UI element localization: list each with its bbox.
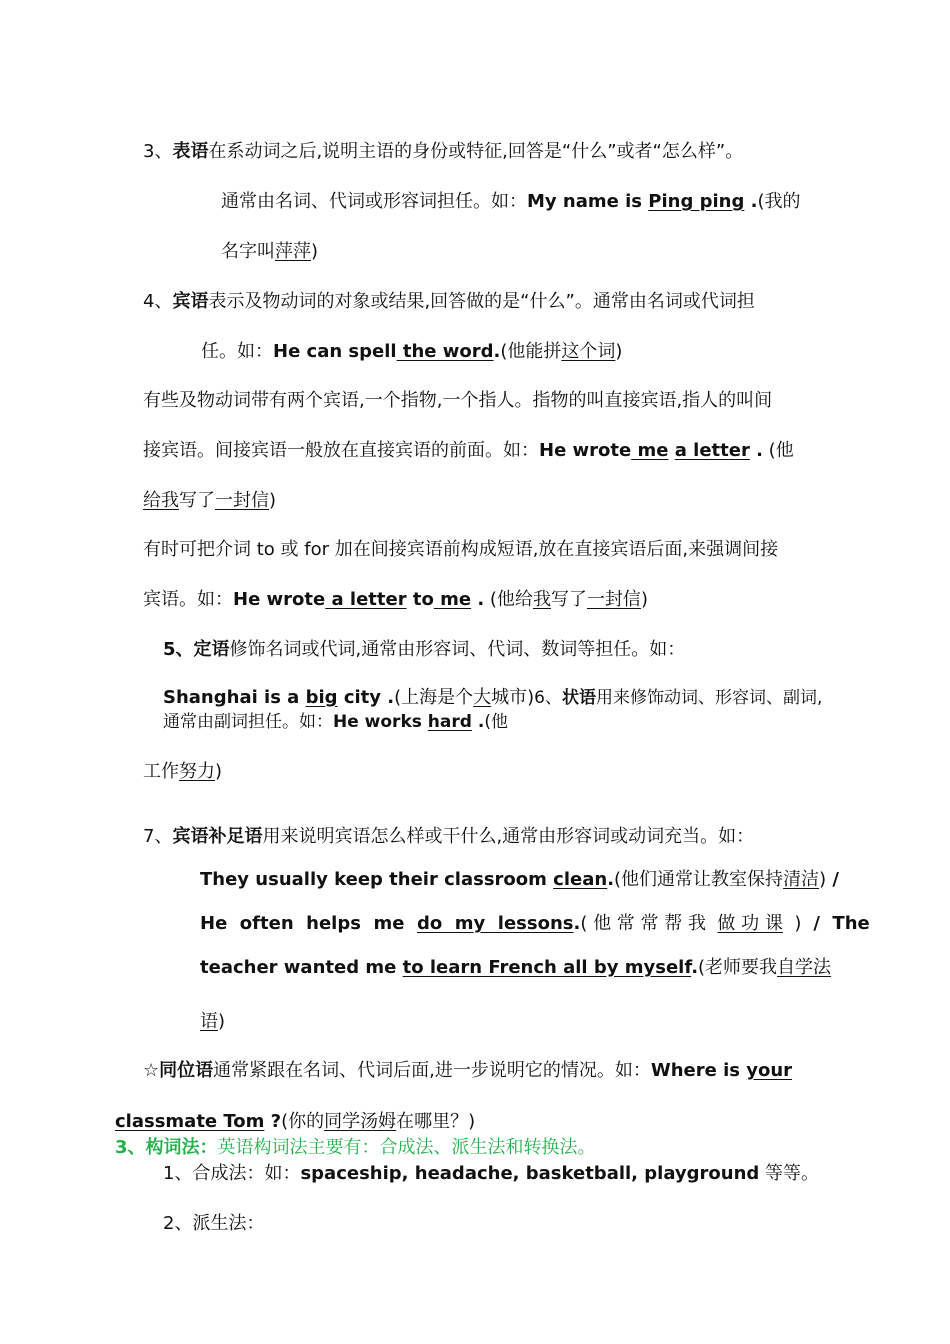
- appositive-line2: classmate Tom ?(你的同学汤姆在哪里？): [115, 1111, 476, 1132]
- p7-example3-cont: 语): [200, 1011, 226, 1032]
- p3-line3: 名字叫萍萍): [221, 241, 319, 262]
- p6-definition: 用来修饰动词、形容词、副词,: [596, 688, 823, 708]
- p7-definition: 用来说明宾语怎么样或干什么,通常由形容词或动词充当。如：: [262, 826, 755, 847]
- p5-line1: [163, 638, 685, 662]
- word-formation-item1: 1、合成法：如：spaceship, headache, basketball, playground 等等。: [163, 1163, 820, 1184]
- p4-number: 4、: [143, 291, 173, 312]
- p7-line1: [143, 825, 754, 849]
- word-formation-item2: 2、派生法：: [163, 1213, 265, 1234]
- p7-example2: He often helps me do my lessons.( 他 常 常 帮 我 做 功 课 ) / The: [200, 913, 870, 934]
- star-icon: ☆: [143, 1060, 160, 1081]
- p3-line1: [143, 140, 743, 164]
- appositive-term: 同位语: [159, 1060, 214, 1081]
- p7-term: 宾语补足语: [172, 826, 263, 847]
- indirect-line3: 给我写了一封信): [143, 490, 277, 511]
- indirect-line2: 接宾语。间接宾语一般放在直接宾语的前面。如：He wrote me a letter . (他: [143, 440, 794, 461]
- indirect-line5: 宾语。如：He wrote a letter to me . (他给我写了一封信): [143, 589, 648, 610]
- appositive-line1: ☆同位语通常紧跟在名词、代词后面,进一步说明它的情况。如：Where is your: [143, 1060, 793, 1081]
- p5-number: 5、: [163, 639, 194, 660]
- p5-term: 定语: [193, 639, 230, 660]
- p3-underlined-example: Ping ping: [648, 191, 745, 212]
- p5-definition: 修饰名词或代词,通常由形容词、代词、数词等担任。如：: [229, 639, 686, 660]
- p3-term: 表语: [172, 141, 209, 162]
- indirect-line1: 有些及物动词带有两个宾语,一个指物,一个指人。指物的叫直接宾语,指人的叫间: [143, 390, 773, 411]
- p4-line1: [143, 290, 755, 314]
- p6-line3: 工作努力): [143, 761, 223, 782]
- p3-number: 3、: [143, 141, 173, 162]
- indirect-line4: 有时可把介词 to 或 for 加在间接宾语前构成短语,放在直接宾语后面,来强调间接: [143, 539, 779, 560]
- p3-line2: 通常由名词、代词或形容词担任。如：My name is Ping ping .(我的: [221, 191, 801, 212]
- p3-definition: 在系动词之后,说明主语的身份或特征,回答是“什么”或者“怎么样”。: [208, 141, 744, 162]
- p7-example3: teacher wanted me to learn French all by myself.(老师要我自学法: [200, 957, 832, 978]
- p5-p6-line: Shanghai is a big city .(上海是个大城市)6、状语用来修饰动词、形容词、副词,: [163, 687, 823, 708]
- p6-number: 6、: [534, 688, 562, 708]
- p6-term: 状语: [562, 688, 596, 708]
- p7-number: 7、: [143, 826, 173, 847]
- p6-line2: 通常由副词担任。如：He works hard .(他: [163, 712, 508, 732]
- p4-definition: 表示及物动词的对象或结果,回答做的是“什么”。通常由名词或代词担: [208, 291, 755, 312]
- p4-line2: 任。如：He can spell the word.(他能拼这个词): [201, 341, 623, 362]
- appositive-definition: 通常紧跟在名词、代词后面,进一步说明它的情况。如：: [213, 1060, 651, 1081]
- word-formation-heading: 3、构词法：英语构词法主要有：合成法、派生法和转换法。: [115, 1137, 596, 1158]
- p4-term: 宾语: [172, 291, 209, 312]
- p7-example1: They usually keep their classroom clean.(他们通常让教室保持清洁) /: [200, 869, 839, 890]
